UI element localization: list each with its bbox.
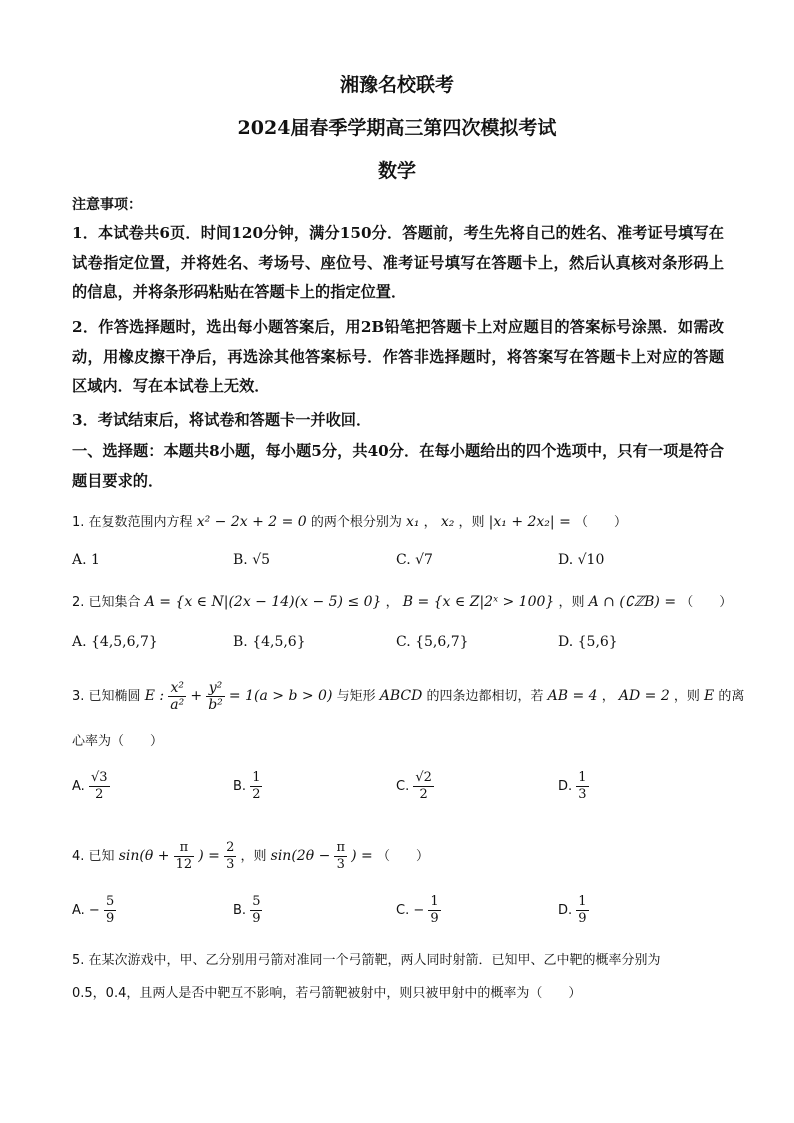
q3-frac-x: $\frac{\text{x²}}{\text{a²}}$ [170,680,185,713]
q3-option-d: D. $\frac{1}{3}$ [558,770,587,802]
q4-close-2: ) = [351,848,373,864]
q2-paren: （ ） [680,595,733,610]
q2-set-a: A = {x ∈ N|(2x − 14)(x − 5) ≤ 0} [144,594,382,610]
q3-plus: + [190,688,203,704]
q3-option-c: C. $\frac{√2}{2}$ [396,770,432,802]
q1-paren: （ ） [574,515,627,530]
q1-stem-mid: 的两个根分别为 [310,515,402,530]
notice-item-1: 1．本试卷共6页．时间120分钟，满分150分．答题前，考生先将自己的姓名、准考证号填写在试卷指定位置，并将姓名、考场号、座位号、准考证号填写在答题卡上，然后认真核对条形码上的信息，并将条形码粘贴在答题卡上的指定位置． [72,224,724,301]
q4-option-c: C. − $\frac{1}{9}$ [396,894,439,926]
q3-ab: AB = 4 [547,688,598,704]
q3-ad: AD = 2 [618,688,670,704]
q3-stem-mid3: ，则 [673,689,700,704]
question-1 [72,512,732,533]
q3-ellipse-rest: = 1(a > b > 0) [228,688,333,704]
q3-frac-y: $\frac{\text{y²}}{\text{b²}}$ [208,680,223,713]
q2-stem-mid: ，则 [558,595,585,610]
q3-separator: ， [601,689,615,704]
q3-rectangle: ABCD [379,688,423,704]
q1-option-d: D. √10 [558,552,605,568]
school-union-title: 湘豫名校联考 [339,74,454,96]
q2-separator: ， [385,595,399,610]
q3-stem-mid2: 的四条边都相切，若 [426,689,544,704]
q2-option-a: A. {4,5,6,7} [72,634,158,650]
notice-item-3: 3．考试结束后，将试卷和答题卡一并收回． [72,411,372,429]
q1-ask: |x₁ + 2x₂| = [488,514,571,530]
q4-sin-1: sin(θ + [118,848,170,864]
q3-line-2: 心率为（ ） [72,734,164,749]
q4-stem-mid: ，则 [240,849,267,864]
q1-option-a: A. 1 [72,552,100,568]
section-1-heading: 一、选择题：本题共8小题，每小题5分，共40分．在每小题给出的四个选项中，只有一项是符合题目要求的． [72,442,724,490]
q4-frac-pi-3: $\frac{\pi}{3}$ [336,840,345,872]
q3-option-b: B. $\frac{1}{2}$ [233,770,261,802]
q4-sin-2: sin(2θ − [270,848,331,864]
q2-option-c: C. {5,6,7} [396,634,469,650]
q1-separator: ， [423,515,437,530]
q1-root-1: x₁ [406,514,420,530]
q1-stem-pre: 1. 在复数范围内方程 [72,515,193,530]
q4-option-b: B. $\frac{5}{9}$ [233,894,261,926]
q2-set-b: B = {x ∈ Z|2ˣ > 100} [402,594,555,610]
q3-e: E [704,688,715,704]
exam-title: 2024届春季学期高三第四次模拟考试 [237,117,557,139]
notice-item-2: 2．作答选择题时，选出每小题答案后，用2B铅笔把答题卡上对应题目的答案标号涂黑．如需改动，用橡皮擦干净后，再选涂其他答案标号．作答非选择题时，将答案写在答题卡上对应的答题区域内．写在本试卷上无效． [72,318,724,395]
question-4 [72,840,732,873]
q3-option-a: A. $\frac{√3}{2}$ [72,770,108,802]
q2-ask: A ∩ (∁ℤB) = [588,594,677,610]
question-5-line-2: 0.5，0.4，且两人是否中靶互不影响，若弓箭靶被射中，则只被甲射中的概率为（ ） [72,986,582,1001]
q4-stem-pre: 4. 已知 [72,849,115,864]
question-5-line-1: 5. 在某次游戏中，甲、乙分别用弓箭对准同一个弓箭靶，两人同时射箭．已知甲、乙中靶的概率分别为 [72,953,661,968]
q1-root-2: x₂ [440,514,455,530]
notice-heading: 注意事项： [72,197,142,213]
q2-option-b: B. {4,5,6} [233,634,306,650]
q2-option-d: D. {5,6} [558,634,618,650]
q3-stem-mid: 与矩形 [336,689,376,704]
q1-stem-mid2: ，则 [458,515,485,530]
q3-stem-tail: 的离 [718,689,745,704]
q2-stem-pre: 2. 已知集合 [72,595,141,610]
q4-frac-pi-12: $\frac{\pi}{12}$ [175,840,193,872]
q4-option-a: A. − $\frac{5}{9}$ [72,894,115,926]
q3-stem-pre: 3. 已知椭圆 [72,689,141,704]
subject-title: 数学 [377,160,416,182]
q3-ellipse-name: E : [144,688,165,704]
q4-paren: （ ） [376,849,429,864]
question-2 [72,592,732,613]
q4-option-d: D. $\frac{1}{9}$ [558,894,587,926]
q1-option-b: B. √5 [233,552,271,568]
q1-option-c: C. √7 [396,552,433,568]
q4-frac-2-3: $\frac{2}{3}$ [226,840,235,872]
q1-equation: x² − 2x + 2 = 0 [196,514,307,530]
question-3 [72,680,745,713]
q4-close-1: ) = [198,848,220,864]
